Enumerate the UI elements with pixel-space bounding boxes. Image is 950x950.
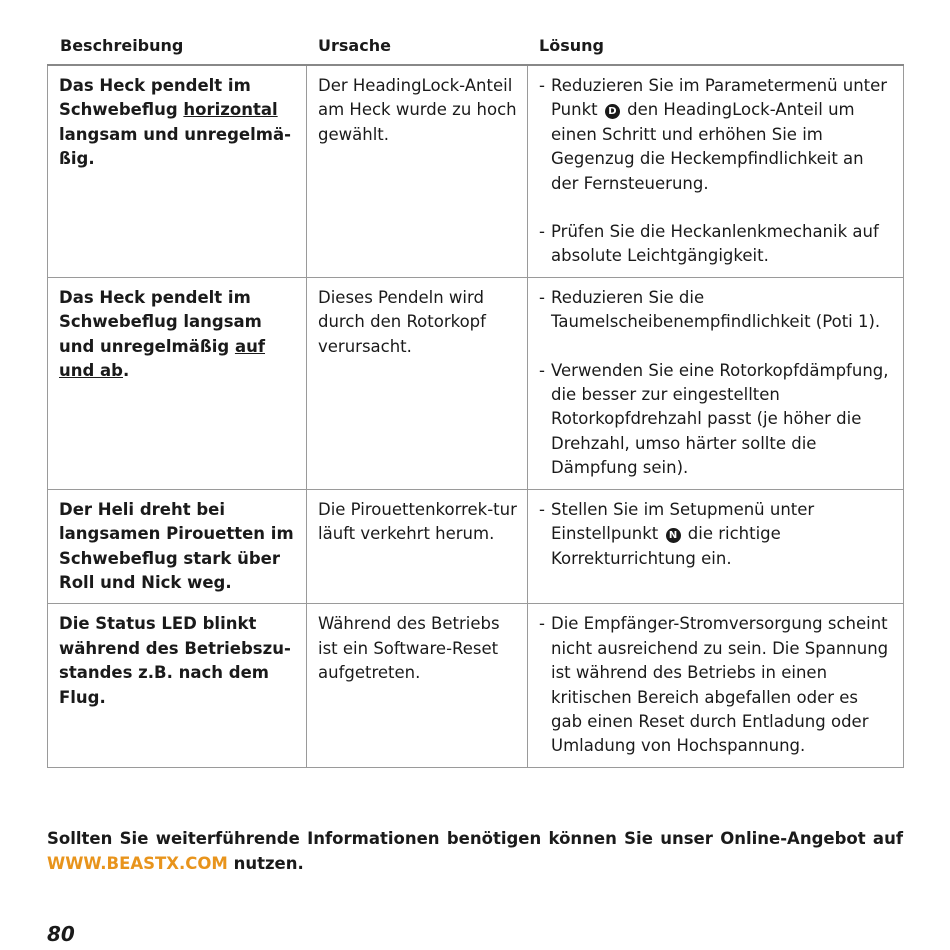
menu-point-d-icon: D: [605, 104, 620, 119]
solution-cell: [528, 489, 904, 604]
description-cell: Der Heli dreht bei langsamen Pirouetten im Schwebeflug stark über Roll und Nick weg.: [48, 489, 307, 604]
cause-cell: Dieses Pendeln wird durch den Rotorkopf verursacht.: [307, 277, 528, 489]
solution-item: - Reduzieren Sie im Parametermenü unter Punkt D den HeadingLock-Anteil um einen Schritt und erhöhen Sie im Gegenzug die Heckempfindlichkeit an der Fernsteuerung.: [539, 76, 888, 193]
solution-cell: [528, 65, 904, 277]
header-ursache: Ursache: [318, 36, 391, 55]
table-row: [48, 489, 904, 604]
description-cell: Das Heck pendelt im Schwebeflug horizontal langsam und unregelmä-ßig.: [48, 65, 307, 277]
header-loesung: Lösung: [539, 36, 604, 55]
description-cell: Das Heck pendelt im Schwebeflug langsam und unregelmäßig auf und ab.: [48, 277, 307, 489]
solution-cell: [528, 604, 904, 767]
table-row: [48, 65, 904, 277]
cause-cell: Während des Betriebs ist ein Software-Reset aufgetreten.: [307, 604, 528, 767]
solution-item: - Reduzieren Sie die Taumelscheibenempfindlichkeit (Poti 1).: [539, 287, 881, 332]
solution-cell: [528, 277, 904, 489]
cause-cell: Der HeadingLock-Anteil am Heck wurde zu hoch gewählt.: [307, 65, 528, 277]
solution-item: - Die Empfänger-Stromversorgung scheint nicht ausreichend zu sein. Die Spannung ist während des Betriebs in einen kritischen Bereich abgefallen oder es gab einen Reset durch Entladung oder Umladung von Hochspannung.: [539, 614, 889, 756]
table-row: [48, 604, 904, 767]
table-header: [60, 36, 910, 60]
table-row: [48, 277, 904, 489]
cause-cell: Die Pirouettenkorrek-tur läuft verkehrt herum.: [307, 489, 528, 604]
footer-text: Sollten Sie weiterführende Informationen benötigen können Sie unser Online-Angebot auf: [47, 829, 903, 848]
header-beschreibung: Beschreibung: [60, 36, 184, 55]
footer-text-end: nutzen.: [227, 854, 304, 873]
setup-point-n-icon: N: [666, 528, 681, 543]
page-number: 80: [47, 922, 75, 946]
footer-note: [47, 826, 903, 876]
solution-item: - Stellen Sie im Setupmenü unter Einstellpunkt N die richtige Korrekturrichtung ein.: [539, 499, 815, 568]
solution-item: - Prüfen Sie die Heckanlenkmechanik auf absolute Leichtgängigkeit.: [539, 222, 879, 266]
beastx-link[interactable]: WWW.BEASTX.COM: [47, 854, 228, 873]
troubleshooting-table: [47, 64, 904, 768]
solution-item: - Verwenden Sie eine Rotorkopfdämpfung, die besser zur eingestellten Rotorkopfdrehzahl passt (je höher die Drehzahl, umso härter sollte die Dämpfung sein).: [539, 360, 889, 478]
description-cell: Die Status LED blinkt während des Betriebszu-standes z.B. nach dem Flug.: [48, 604, 307, 767]
